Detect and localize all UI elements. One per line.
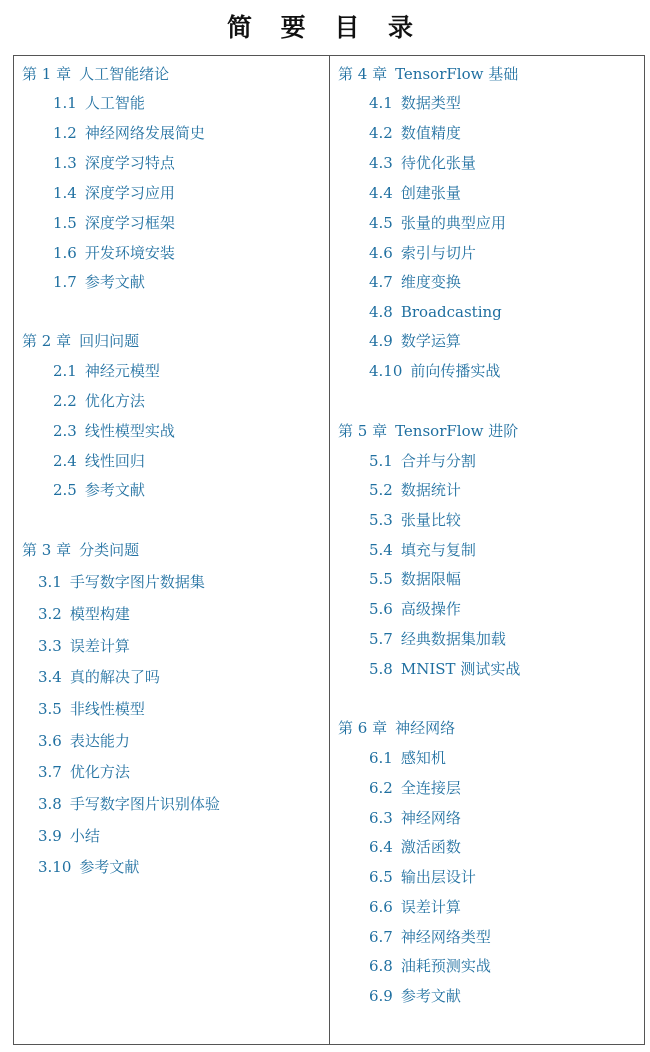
toc-entry-number: 第 1 章 (22, 65, 72, 83)
toc-entry-number: 第 2 章 (22, 332, 72, 350)
toc-entry-title: Broadcasting (400, 303, 502, 321)
toc-entry-title: TensorFlow 基础 (395, 65, 519, 83)
toc-entry-title: 高级操作 (400, 600, 461, 618)
toc-entry-title: 线性回归 (84, 452, 145, 470)
toc-entry-title: 回归问题 (79, 332, 140, 350)
toc-section-entry[interactable] (369, 93, 461, 113)
toc-section-entry[interactable] (369, 123, 461, 143)
toc-entry-number: 6.6 (369, 898, 393, 916)
toc-entry-number: 4.5 (369, 214, 393, 232)
toc-entry-title: 小结 (69, 827, 100, 845)
toc-section-entry[interactable] (369, 897, 461, 917)
toc-section-entry[interactable] (53, 183, 175, 203)
toc-entry-number: 3.10 (38, 858, 72, 876)
toc-entry-number: 2.5 (53, 481, 77, 499)
toc-section-entry[interactable] (369, 927, 491, 947)
toc-section-entry[interactable] (369, 183, 461, 203)
toc-entry-title: 深度学习应用 (84, 184, 175, 202)
toc-entry-number: 3.5 (38, 700, 62, 718)
toc-section-entry[interactable] (38, 604, 130, 624)
toc-entry-number: 2.2 (53, 392, 77, 410)
toc-entry-number: 5.7 (369, 630, 393, 648)
toc-entry-number: 第 6 章 (338, 719, 388, 737)
toc-section-entry[interactable] (53, 123, 205, 143)
page-title: 简 要 目 录 (226, 13, 424, 42)
toc-section-entry[interactable] (53, 391, 145, 411)
toc-entry-number: 6.4 (369, 838, 393, 856)
toc-section-entry[interactable] (38, 857, 139, 877)
toc-entry-title: 前向传播实战 (410, 362, 501, 380)
toc-section-entry[interactable] (38, 636, 130, 656)
toc-entry-number: 5.8 (369, 660, 393, 678)
toc-entry-title: 优化方法 (69, 763, 130, 781)
toc-entry-title: 神经元模型 (84, 362, 160, 380)
toc-entry-number: 3.1 (38, 573, 62, 591)
toc-section-entry[interactable] (53, 361, 160, 381)
toc-entry-number: 第 3 章 (22, 541, 72, 559)
toc-entry-title: 手写数字图片数据集 (69, 573, 205, 591)
toc-section-entry[interactable] (369, 510, 461, 530)
toc-entry-title: 激活函数 (400, 838, 461, 856)
toc-section-entry[interactable] (369, 599, 461, 619)
toc-entry-title: 误差计算 (69, 637, 130, 655)
toc-section-entry[interactable] (369, 659, 520, 679)
toc-entry-number: 6.3 (369, 809, 393, 827)
toc-entry-title: 深度学习框架 (84, 214, 175, 232)
toc-entry-title: 深度学习特点 (84, 154, 175, 172)
toc-section-entry[interactable] (369, 361, 500, 381)
toc-entry-number: 第 4 章 (338, 65, 388, 83)
toc-section-entry[interactable] (53, 153, 175, 173)
toc-entry-title: 数据限幅 (400, 570, 461, 588)
toc-entry-title: 参考文献 (84, 481, 145, 499)
toc-entry-title: 维度变换 (400, 273, 461, 291)
toc-entry-number: 4.2 (369, 124, 393, 142)
toc-entry-title: 人工智能绪论 (79, 65, 170, 83)
toc-entry-number: 6.1 (369, 749, 393, 767)
toc-section-entry[interactable] (38, 826, 100, 846)
toc-chapter-entry[interactable] (22, 540, 139, 560)
toc-entry-number: 1.4 (53, 184, 77, 202)
toc-chapter-entry[interactable] (338, 421, 518, 441)
toc-entry-title: 数值精度 (400, 124, 461, 142)
toc-entry-title: 开发环境安装 (84, 244, 175, 262)
toc-entry-title: 优化方法 (84, 392, 145, 410)
toc-entry-number: 4.8 (369, 303, 393, 321)
toc-section-entry[interactable] (369, 837, 461, 857)
toc-section-entry[interactable] (38, 699, 145, 719)
toc-entry-title: 油耗预测实战 (400, 957, 491, 975)
toc-section-entry[interactable] (38, 794, 220, 814)
toc-entry-number: 6.9 (369, 987, 393, 1005)
toc-section-entry[interactable] (38, 667, 160, 687)
toc-section-entry[interactable] (369, 480, 461, 500)
toc-entry-number: 3.2 (38, 605, 62, 623)
toc-entry-number: 3.4 (38, 668, 62, 686)
toc-section-entry[interactable] (369, 302, 502, 322)
toc-section-entry[interactable] (53, 421, 175, 441)
toc-entry-number: 6.8 (369, 957, 393, 975)
toc-entry-number: 2.4 (53, 452, 77, 470)
toc-entry-number: 6.2 (369, 779, 393, 797)
toc-entry-number: 3.9 (38, 827, 62, 845)
toc-section-entry[interactable] (369, 748, 446, 768)
toc-section-entry[interactable] (53, 272, 145, 292)
toc-chapter-entry[interactable] (338, 718, 455, 738)
toc-entry-title: 创建张量 (400, 184, 461, 202)
toc-entry-number: 4.10 (369, 362, 403, 380)
toc-entry-title: 全连接层 (400, 779, 461, 797)
toc-entry-title: 神经网络 (395, 719, 456, 737)
toc-section-entry[interactable] (53, 243, 175, 263)
toc-section-entry[interactable] (369, 867, 476, 887)
toc-entry-title: 填充与复制 (400, 541, 476, 559)
toc-entry-title: 参考文献 (400, 987, 461, 1005)
toc-entry-number: 5.1 (369, 452, 393, 470)
toc-entry-title: 神经网络 (400, 809, 461, 827)
toc-entry-number: 3.8 (38, 795, 62, 813)
toc-entry-number: 4.3 (369, 154, 393, 172)
toc-section-entry[interactable] (38, 762, 130, 782)
toc-section-entry[interactable] (369, 272, 461, 292)
toc-section-entry[interactable] (369, 986, 461, 1006)
toc-chapter-entry[interactable] (338, 64, 518, 84)
toc-entry-title: 输出层设计 (400, 868, 476, 886)
toc-entry-number: 4.6 (369, 244, 393, 262)
toc-section-entry[interactable] (53, 480, 145, 500)
toc-section-entry[interactable] (369, 569, 461, 589)
toc-entry-title: 非线性模型 (69, 700, 145, 718)
toc-entry-title: 数据统计 (400, 481, 461, 499)
toc-entry-number: 2.3 (53, 422, 77, 440)
toc-entry-title: 参考文献 (84, 273, 145, 291)
toc-entry-title: 人工智能 (84, 94, 145, 112)
toc-section-entry[interactable] (369, 540, 476, 560)
toc-chapter-entry[interactable] (22, 331, 139, 351)
toc-entry-title: 张量的典型应用 (400, 214, 506, 232)
toc-entry-number: 6.5 (369, 868, 393, 886)
toc-section-entry[interactable] (369, 629, 506, 649)
toc-entry-title: 张量比较 (400, 511, 461, 529)
toc-entry-title: 手写数字图片识别体验 (69, 795, 220, 813)
toc-entry-title: 神经网络类型 (400, 928, 491, 946)
toc-entry-number: 4.4 (369, 184, 393, 202)
toc-entry-number: 4.9 (369, 332, 393, 350)
toc-entry-title: 感知机 (400, 749, 446, 767)
toc-entry-title: 线性模型实战 (84, 422, 175, 440)
toc-section-entry[interactable] (38, 731, 130, 751)
toc-entry-number: 4.1 (369, 94, 393, 112)
toc-entry-number: 5.3 (369, 511, 393, 529)
toc-entry-number: 3.3 (38, 637, 62, 655)
toc-entry-number: 5.2 (369, 481, 393, 499)
toc-section-entry[interactable] (369, 331, 461, 351)
toc-entry-number: 1.1 (53, 94, 77, 112)
toc-entry-title: 误差计算 (400, 898, 461, 916)
toc-entry-number: 1.7 (53, 273, 77, 291)
toc-entry-title: 表达能力 (69, 732, 130, 750)
toc-entry-number: 1.3 (53, 154, 77, 172)
toc-entry-title: 真的解决了吗 (69, 668, 160, 686)
toc-entry-title: 待优化张量 (400, 154, 476, 172)
toc-entry-number: 4.7 (369, 273, 393, 291)
toc-entry-number: 5.6 (369, 600, 393, 618)
toc-entry-number: 3.7 (38, 763, 62, 781)
toc-entry-title: 经典数据集加载 (400, 630, 506, 648)
toc-section-entry[interactable] (369, 243, 476, 263)
toc-chapter-entry[interactable] (22, 64, 169, 84)
toc-section-entry[interactable] (38, 572, 205, 592)
toc-entry-number: 第 5 章 (338, 422, 388, 440)
toc-entry-title: TensorFlow 进阶 (395, 422, 519, 440)
toc-entry-number: 1.5 (53, 214, 77, 232)
toc-entry-number: 1.2 (53, 124, 77, 142)
toc-section-entry[interactable] (53, 213, 175, 233)
toc-section-entry[interactable] (369, 956, 491, 976)
toc-section-entry[interactable] (53, 93, 145, 113)
toc-section-entry[interactable] (369, 451, 476, 471)
toc-entry-title: 数学运算 (400, 332, 461, 350)
toc-entry-title: 模型构建 (69, 605, 130, 623)
toc-entry-title: 索引与切片 (400, 244, 476, 262)
toc-entry-title: 分类问题 (79, 541, 140, 559)
toc-section-entry[interactable] (369, 153, 476, 173)
toc-section-entry[interactable] (369, 808, 461, 828)
toc-section-entry[interactable] (53, 451, 145, 471)
toc-entry-number: 5.4 (369, 541, 393, 559)
toc-entry-title: 数据类型 (400, 94, 461, 112)
toc-entry-title: 合并与分割 (400, 452, 476, 470)
toc-entry-number: 6.7 (369, 928, 393, 946)
toc-section-entry[interactable] (369, 778, 461, 798)
toc-entry-title: 神经网络发展简史 (84, 124, 205, 142)
toc-entry-title: 参考文献 (79, 858, 140, 876)
toc-entry-number: 1.6 (53, 244, 77, 262)
toc-entry-number: 2.1 (53, 362, 77, 380)
toc-section-entry[interactable] (369, 213, 506, 233)
toc-entry-number: 3.6 (38, 732, 62, 750)
toc-entry-title: MNIST 测试实战 (400, 660, 521, 678)
toc-entry-number: 5.5 (369, 570, 393, 588)
